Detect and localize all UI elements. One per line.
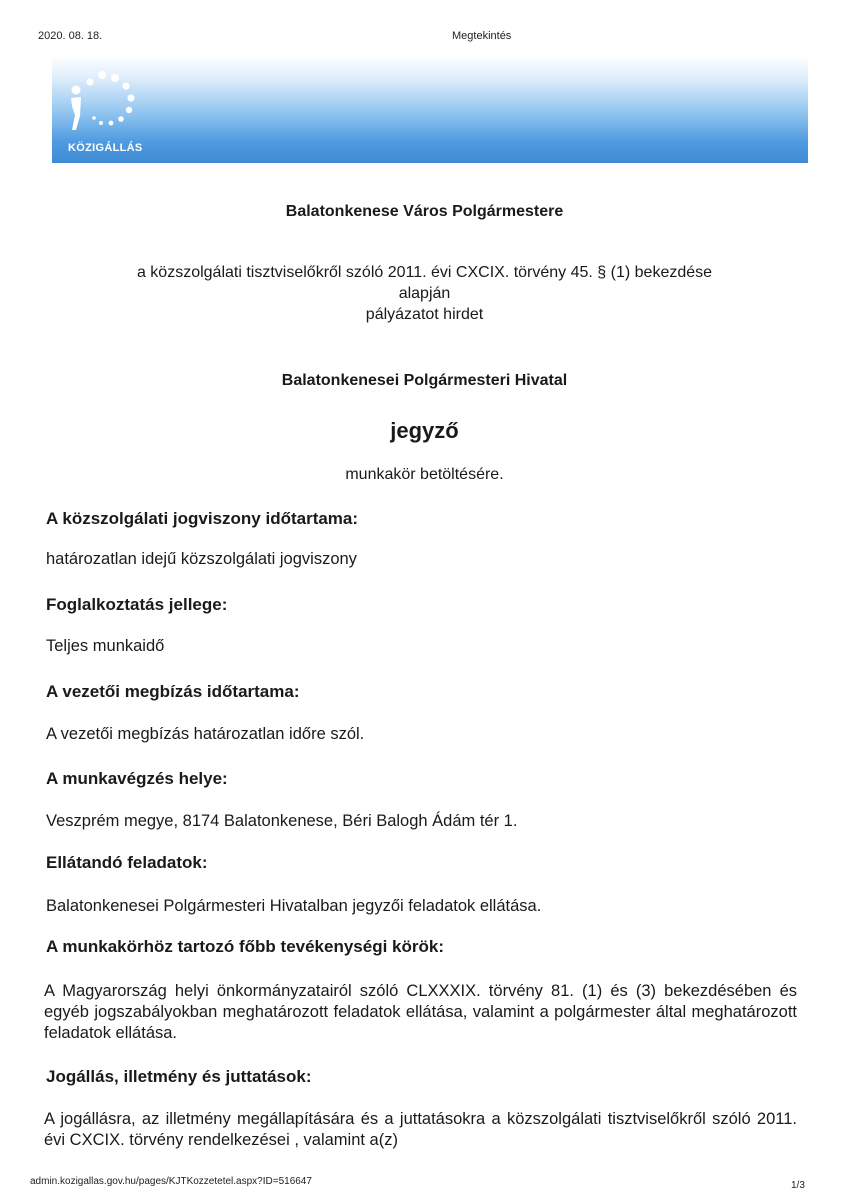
kozigallas-logo xyxy=(58,64,158,154)
page-number: 1/3 xyxy=(791,1180,805,1191)
legal-basis-line: alapján xyxy=(398,285,451,302)
section-paragraph: A jogállásra, az illetmény megállapítására és a juttatásokra a közszolgálati tisztviselőkről szóló 2011. évi CXCIX. törvény rendelkezései , valamint a(z) xyxy=(44,1110,797,1149)
print-view-title: Megtekintés xyxy=(452,30,512,42)
section-heading: A közszolgálati jogviszony időtartama: xyxy=(46,509,359,528)
section-value: Veszprém megye, 8174 Balatonkenese, Béri Balogh Ádám tér 1. xyxy=(46,812,518,830)
kozigallas-figure-icon xyxy=(66,68,146,140)
section-value: határozatlan idejű közszolgálati jogviszony xyxy=(46,550,357,568)
section-heading: A munkavégzés helye: xyxy=(46,769,228,788)
legal-basis-line: a közszolgálati tisztviselőkről szóló 2011. évi CXCIX. törvény 45. § (1) bekezdése xyxy=(136,264,713,281)
position-fill-text: munkakör betöltésére. xyxy=(345,466,504,483)
section-heading: A munkakörhöz tartozó főbb tevékenységi körök: xyxy=(46,937,444,956)
source-url: admin.kozigallas.gov.hu/pages/KJTKozzetetel.aspx?ID=516647 xyxy=(30,1176,312,1187)
section-paragraph: A Magyarország helyi önkormányzatairól szóló CLXXXIX. törvény 81. (1) és (3) bekezdésében és egyéb jogszabályokban meghatározott feladatok ellátása, valamint a polgármester által meghatározott feladatok ellátása. xyxy=(44,982,797,1042)
legal-basis-line: pályázatot hirdet xyxy=(365,306,484,323)
print-date: 2020. 08. 18. xyxy=(38,30,103,42)
section-heading: Ellátandó feladatok: xyxy=(46,853,208,872)
legal-basis xyxy=(0,262,849,325)
kozigallas-banner xyxy=(52,56,808,163)
section-heading: A vezetői megbízás időtartama: xyxy=(46,682,300,701)
section-heading: Foglalkoztatás jellege: xyxy=(46,595,228,614)
section-value: Balatonkenesei Polgármesteri Hivatalban jegyzői feladatok ellátása. xyxy=(46,897,542,915)
announcing-authority: Balatonkenese Város Polgármestere xyxy=(285,203,564,220)
section-heading: Jogállás, illetmény és juttatások: xyxy=(46,1067,312,1086)
logo-text: KÖZIGÁLLÁS xyxy=(68,142,143,154)
position-title: jegyző xyxy=(390,418,459,443)
office-name: Balatonkenesei Polgármesteri Hivatal xyxy=(281,372,568,389)
section-value: A vezetői megbízás határozatlan időre szól. xyxy=(46,725,365,743)
section-value: Teljes munkaidő xyxy=(46,637,165,655)
